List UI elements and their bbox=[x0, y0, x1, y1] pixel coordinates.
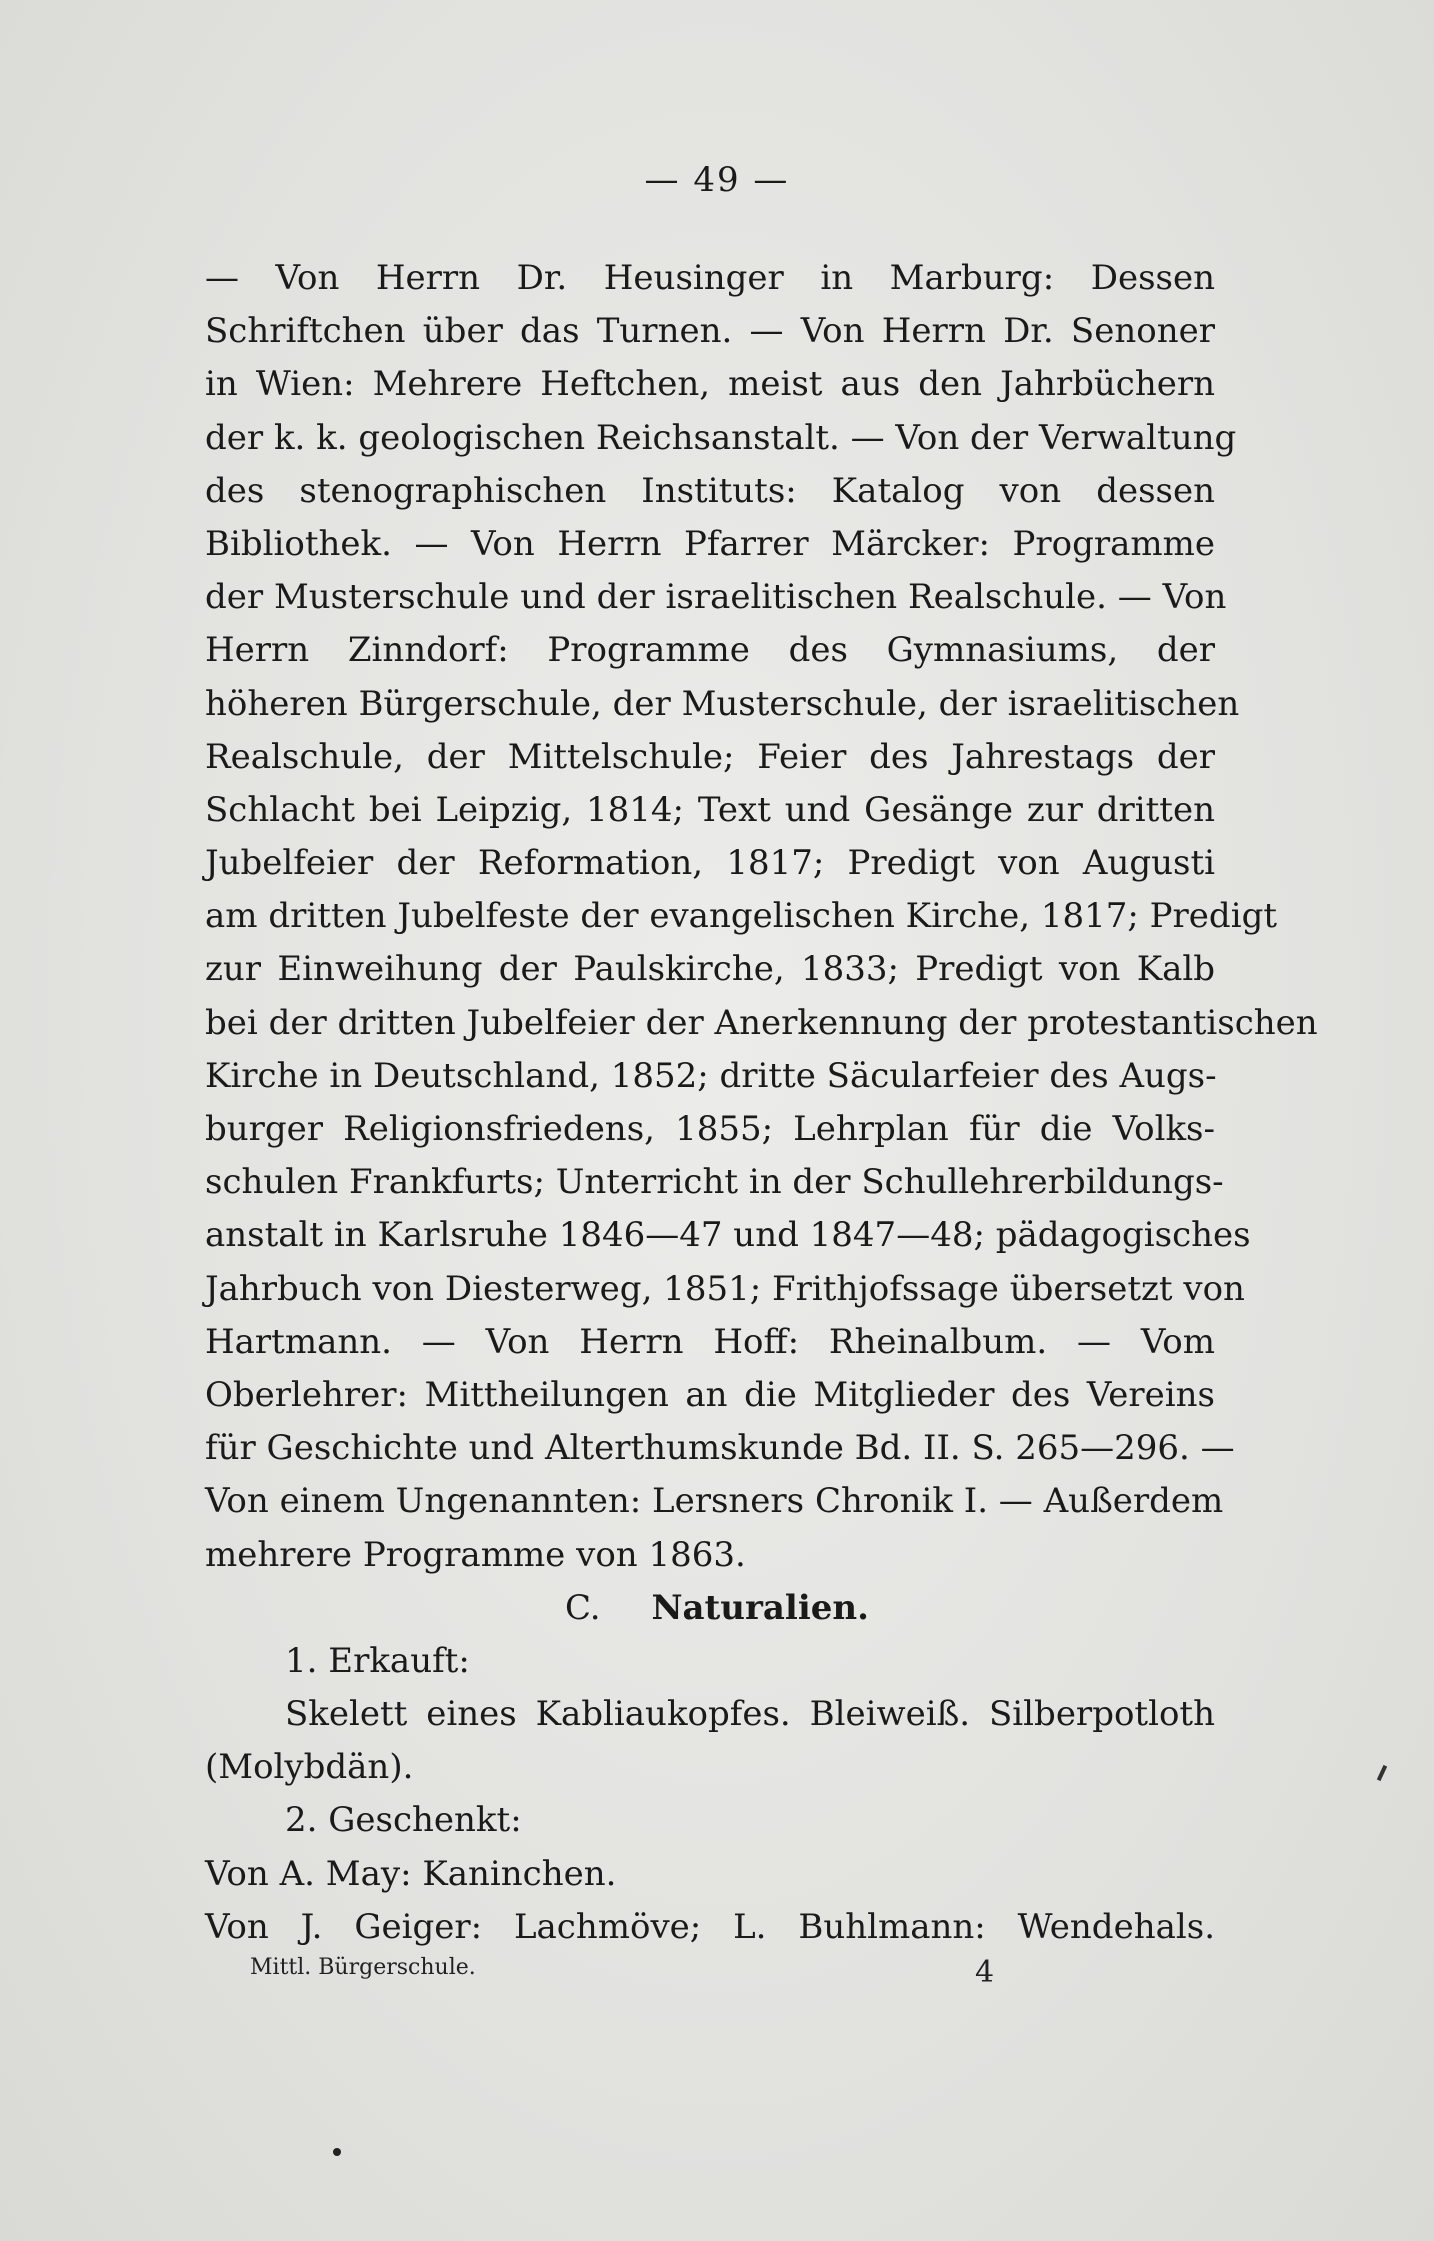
purchased-item-line: (Molybdän). bbox=[205, 1747, 414, 1788]
page-header: — 49 — bbox=[644, 160, 790, 200]
text-line: anstalt in Karlsruhe 1846—47 und 1847—48; pädagogisches bbox=[205, 1215, 1251, 1256]
ink-dot bbox=[333, 2148, 341, 2156]
purchased-item-line: Skelett eines Kabliaukopfes. Bleiweiß. Silberpotloth bbox=[285, 1694, 1215, 1735]
text-line: bei der dritten Jubelfeier der Anerkennung der protestantischen bbox=[205, 1002, 1318, 1043]
text-line: der Musterschule und der israelitischen Realschule. — Von bbox=[205, 577, 1227, 618]
text-line: Herrn Zinndorf: Programme des Gymnasiums, der bbox=[205, 630, 1215, 671]
text-line: Von einem Ungenannten: Lersners Chronik I. — Außerdem bbox=[205, 1481, 1224, 1522]
text-line: Hartmann. — Von Herrn Hoff: Rheinalbum. — Vom bbox=[205, 1321, 1215, 1362]
text-line: in Wien: Mehrere Heftchen, meist aus den Jahrbüchern bbox=[205, 364, 1215, 405]
text-line: höheren Bürgerschule, der Musterschule, der israelitischen bbox=[205, 683, 1240, 724]
text-line: der k. k. geologischen Reichsanstalt. — Von der Verwaltung bbox=[205, 417, 1237, 458]
text-line: Schriftchen über das Turnen. — Von Herrn Dr. Senoner bbox=[205, 311, 1215, 352]
text-line: am dritten Jubelfeste der evangelischen Kirche, 1817; Predigt bbox=[205, 896, 1277, 937]
text-line: zur Einweihung der Paulskirche, 1833; Predigt von Kalb bbox=[205, 949, 1215, 990]
text-line: — Von Herrn Dr. Heusinger in Marburg: Dessen bbox=[205, 258, 1215, 298]
text-line: für Geschichte und Alterthumskunde Bd. II. S. 265—296. — bbox=[205, 1428, 1235, 1469]
section-heading bbox=[205, 1582, 1215, 1635]
donations-paragraph bbox=[205, 252, 1318, 1582]
text-line: des stenographischen Instituts: Katalog von dessen bbox=[205, 470, 1215, 511]
ink-speck bbox=[1377, 1765, 1387, 1781]
text-line: Schlacht bei Leipzig, 1814; Text und Gesänge zur dritten bbox=[205, 789, 1215, 830]
signature-mark: 4 bbox=[975, 1955, 995, 1990]
purchased-label: 1. Erkauft: bbox=[285, 1640, 470, 1681]
section-title: Naturalien. bbox=[651, 1587, 869, 1628]
footer-imprint: Mittl. Bürgerschule. bbox=[250, 1955, 476, 1980]
text-line: Kirche in Deutschland, 1852; dritte Säcularfeier des Augs- bbox=[205, 1055, 1217, 1096]
text-line: Jahrbuch von Diesterweg, 1851; Frithjofssage übersetzt von bbox=[205, 1268, 1245, 1309]
text-line: Oberlehrer: Mittheilungen an die Mitglieder des Vereins bbox=[205, 1374, 1215, 1415]
text-line: mehrere Programme von 1863. bbox=[205, 1534, 746, 1575]
text-line: Realschule, der Mittelschule; Feier des Jahrestags der bbox=[205, 736, 1215, 777]
page-body bbox=[205, 252, 1318, 1954]
text-line: Jubelfeier der Reformation, 1817; Predigt von Augusti bbox=[205, 843, 1215, 884]
section-letter: C. bbox=[565, 1587, 601, 1628]
donated-label: 2. Geschenkt: bbox=[285, 1800, 522, 1841]
text-line: burger Religionsfriedens, 1855; Lehrplan für die Volks- bbox=[205, 1109, 1215, 1149]
donated-item-line: Von A. May: Kaninchen. bbox=[205, 1853, 617, 1894]
text-line: Bibliothek. — Von Herrn Pfarrer Märcker: Programme bbox=[205, 523, 1215, 564]
text-line: schulen Frankfurts; Unterricht in der Schullehrerbildungs- bbox=[205, 1162, 1224, 1203]
donated-item-line: Von J. Geiger: Lachmöve; L. Buhlmann: Wendehals. bbox=[205, 1906, 1215, 1947]
